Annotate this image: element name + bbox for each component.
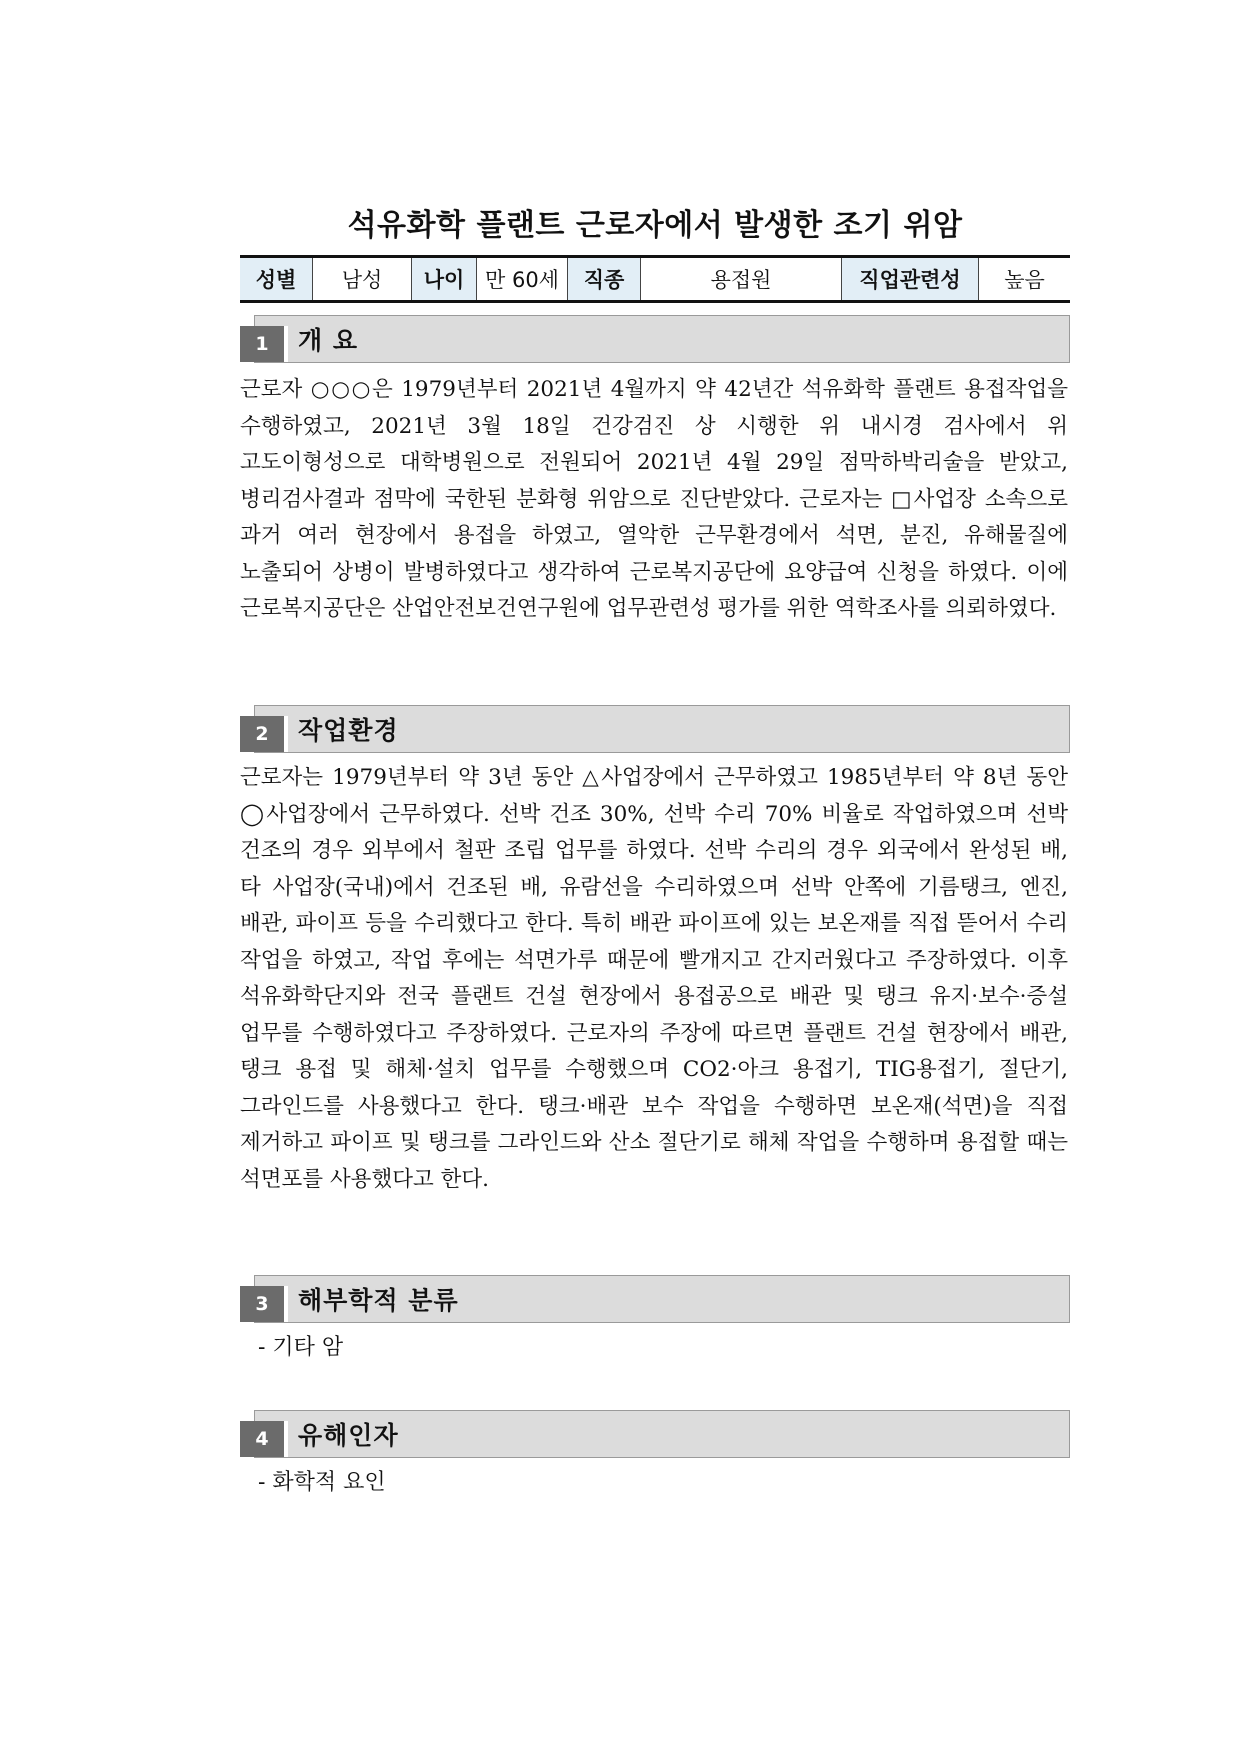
section-heading: 해부학적 분류 xyxy=(298,1286,459,1315)
relevance-label: 직업관련성 xyxy=(842,257,979,302)
job-value: 용접원 xyxy=(641,257,842,302)
relevance-value: 높음 xyxy=(979,257,1071,302)
section-number: 3 xyxy=(240,1286,288,1322)
age-value: 만 60세 xyxy=(477,257,568,302)
section-4-header xyxy=(240,1410,1070,1458)
section-heading: 작업환경 xyxy=(298,716,399,745)
section-3-text: - 기타 암 xyxy=(258,1335,344,1360)
section-2-header xyxy=(240,705,1070,753)
section-header-bar xyxy=(254,315,1070,363)
section-number: 2 xyxy=(240,716,288,752)
case-info-row xyxy=(240,257,1070,302)
section-1-text: 근로자 ○○○은 1979년부터 2021년 4월까지 약 42년간 석유화학 플랜트 용접작업을 수행하였고, 2021년 3월 18일 건강검진 상 시행한 위 내시경 검사에서 위 고도이형성으로 대학병원으로 전원되어 2021년 4월 29일 점막하박리술을 받았고, 병리검사결과 점막에 국한된 분화형 위암으로 진단받았다. 근로자는 □사업장 소속으로 과거 여러 현장에서 용접을 하였고, 열악한 근무환경에서 석면, 분진, 유해물질에 노출되어 상병이 발병하였다고 생각하여 근로복지공단에 요양급여 신청을 하였다. 이에 근로복지공단은 산업안전보건연구원에 업무관련성 평가를 위한 역학조사를 의뢰하였다. xyxy=(240,377,1068,621)
section-heading: 개 요 xyxy=(298,326,359,355)
job-label: 직종 xyxy=(568,257,641,302)
case-info-table xyxy=(240,255,1070,303)
section-heading: 유해인자 xyxy=(298,1421,399,1450)
section-number: 1 xyxy=(240,326,288,362)
section-4-text: - 화학적 요인 xyxy=(258,1470,386,1495)
sex-value: 남성 xyxy=(313,257,412,302)
age-label: 나이 xyxy=(412,257,477,302)
page-title: 석유화학 플랜트 근로자에서 발생한 조기 위암 xyxy=(347,208,963,243)
section-1-header xyxy=(240,315,1070,363)
section-3-header xyxy=(240,1275,1070,1323)
section-2-text: 근로자는 1979년부터 약 3년 동안 △사업장에서 근무하였고 1985년부터 약 8년 동안 ◯사업장에서 근무하였다. 선박 건조 30%, 선박 수리 70% 비율로 작업하였으며 선박 건조의 경우 외부에서 철판 조립 업무를 하였다. 선박 수리의 경우 외국에서 완성된 배, 타 사업장(국내)에서 건조된 배, 유람선을 수리하였으며 선박 안쪽에 기름탱크, 엔진, 배관, 파이프 등을 수리했다고 한다. 특히 배관 파이프에 있는 보온재를 직접 뜯어서 수리 작업을 하였고, 작업 후에는 석면가루 때문에 빨개지고 간지러웠다고 주장하였다. 이후 석유화학단지와 전국 플랜트 건설 현장에서 용접공으로 배관 및 탱크 유지·보수·증설 업무를 수행하였다고 주장하였다. 근로자의 주장에 따르면 플랜트 건설 현장에서 배관, 탱크 용접 및 해체·설치 업무를 수행했으며 CO2·아크 용접기, TIG용접기, 절단기, 그라인드를 사용했다고 한다. 탱크·배관 보수 작업을 수행하면 보온재(석면)을 직접 제거하고 파이프 및 탱크를 그라인드와 산소 절단기로 해체 작업을 수행하며 용접할 때는 석면포를 사용했다고 한다. xyxy=(240,765,1068,1192)
section-number: 4 xyxy=(240,1421,288,1457)
sex-label: 성별 xyxy=(240,257,313,302)
